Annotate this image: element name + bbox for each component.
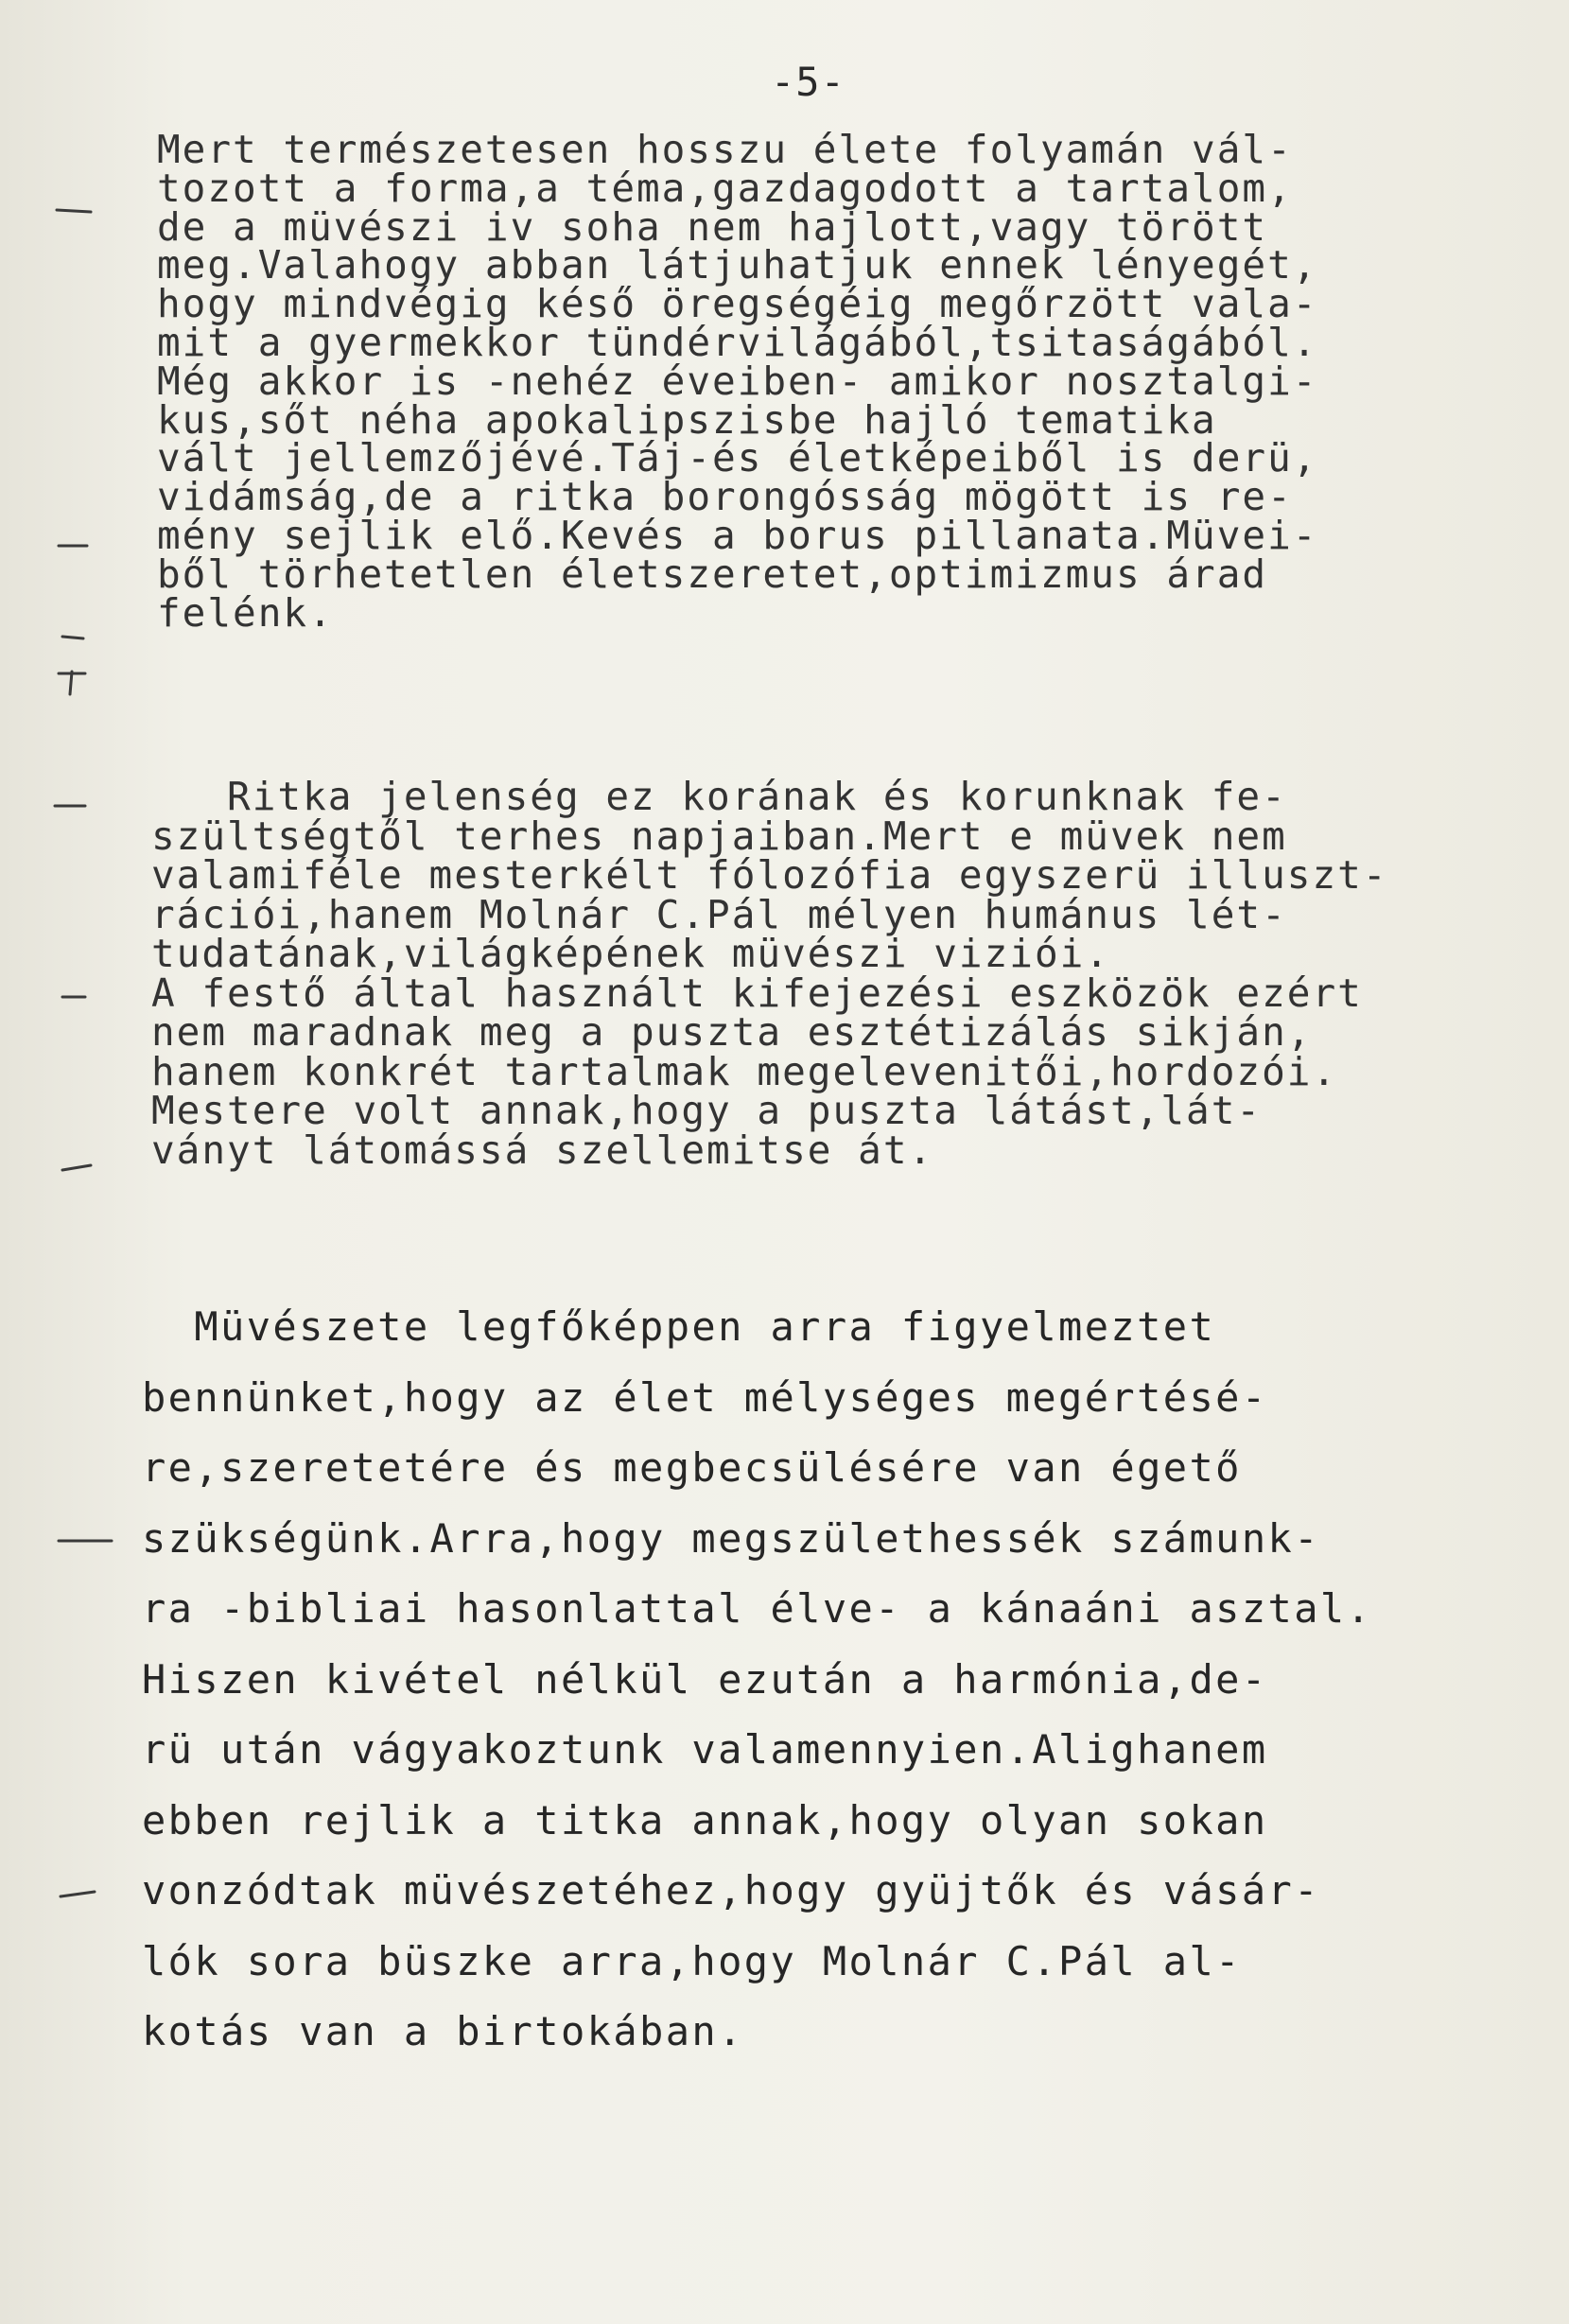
text-line: kus,sőt néha apokalipszisbe hajló tematika bbox=[157, 396, 1217, 443]
margin-dash-mark bbox=[62, 637, 83, 638]
paragraph-3 bbox=[142, 1292, 1372, 2068]
text-line: mény sejlik elő.Kevés a borus pillanata.Müvei- bbox=[157, 512, 1318, 558]
text-line: valamiféle mesterkélt fólozófia egyszerü illuszt- bbox=[151, 852, 1388, 898]
text-line: Még akkor is -nehéz éveiben- amikor nosztalgi- bbox=[157, 358, 1318, 404]
text-line: meg.Valahogy abban látjuhatjuk ennek lényegét, bbox=[157, 242, 1318, 288]
text-line: felénk. bbox=[157, 589, 334, 636]
text-line: kotás van a birtokában. bbox=[142, 2008, 744, 2054]
text-line: ből törhetetlen életszeretet,optimizmus árad bbox=[157, 550, 1268, 597]
text-line: lók sora büszke arra,hogy Molnár C.Pál al- bbox=[142, 1937, 1242, 1984]
text-line: de a müvészi iv soha nem hajlott,vagy törött bbox=[157, 203, 1268, 250]
margin-dash-mark bbox=[61, 1892, 95, 1896]
text-line: mit a gyermekkor tündérvilágából,tsitaságából. bbox=[157, 319, 1318, 365]
text-line: tudatának,világképének müvészi viziói. bbox=[151, 931, 1110, 976]
paragraph-2 bbox=[151, 774, 1388, 1173]
text-line: ványt látomássá szellemitse át. bbox=[151, 1127, 934, 1173]
margin-tick-mark bbox=[70, 672, 72, 694]
margin-dash-mark bbox=[62, 1165, 91, 1170]
text-line: vonzódtak müvészetéhez,hogy gyüjtők és vásár- bbox=[142, 1867, 1320, 1913]
text-line: A festő által használt kifejezési eszközök ezért bbox=[151, 970, 1363, 1016]
text-line: vált jellemzőjévé.Táj-és életképeiből is derü, bbox=[157, 435, 1318, 481]
text-line: vidámság,de a ritka borongósság mögött is re- bbox=[157, 474, 1293, 520]
margin-dash-mark bbox=[57, 210, 91, 212]
text-line: Mestere volt annak,hogy a puszta látást,lát- bbox=[151, 1088, 1263, 1133]
text-line: hogy mindvégig késő öregségéig megőrzött vala- bbox=[157, 281, 1318, 327]
text-line: rü után vágyakoztunk valamennyien.Alighanem bbox=[142, 1726, 1268, 1773]
text-line: hanem konkrét tartalmak megelevenitői,hordozói. bbox=[151, 1048, 1338, 1094]
text-line: rációi,hanem Molnár C.Pál mélyen humánus lét- bbox=[151, 891, 1287, 937]
text-line: tozott a forma,a téma,gazdagodott a tartalom, bbox=[157, 165, 1293, 211]
text-line: nem maradnak meg a puszta esztétizálás sikján, bbox=[151, 1009, 1313, 1055]
text-line: re,szeretetére és megbecsülésére van égető bbox=[142, 1444, 1242, 1491]
paragraph-1 bbox=[157, 127, 1318, 636]
text-line: bennünket,hogy az élet mélységes megértésé- bbox=[142, 1373, 1268, 1421]
text-line: Mert természetesen hosszu élete folyamán vál- bbox=[157, 127, 1293, 172]
text-line: ebben rejlik a titka annak,hogy olyan sokan bbox=[142, 1796, 1268, 1843]
text-line: szültségtől terhes napjaiban.Mert e müvek nem bbox=[151, 813, 1287, 859]
text-line: szükségünk.Arra,hogy megszülethessék számunk- bbox=[142, 1514, 1320, 1562]
text-line: ra -bibliai hasonlattal élve- a kánaáni asztal. bbox=[142, 1585, 1373, 1632]
text-line: Ritka jelenség ez korának és korunknak fe- bbox=[151, 774, 1287, 819]
page-number: -5- bbox=[771, 59, 846, 105]
text-line: Müvészete legfőképpen arra figyelmeztet bbox=[142, 1303, 1216, 1350]
text-line: Hiszen kivétel nélkül ezután a harmónia,de- bbox=[142, 1655, 1268, 1703]
